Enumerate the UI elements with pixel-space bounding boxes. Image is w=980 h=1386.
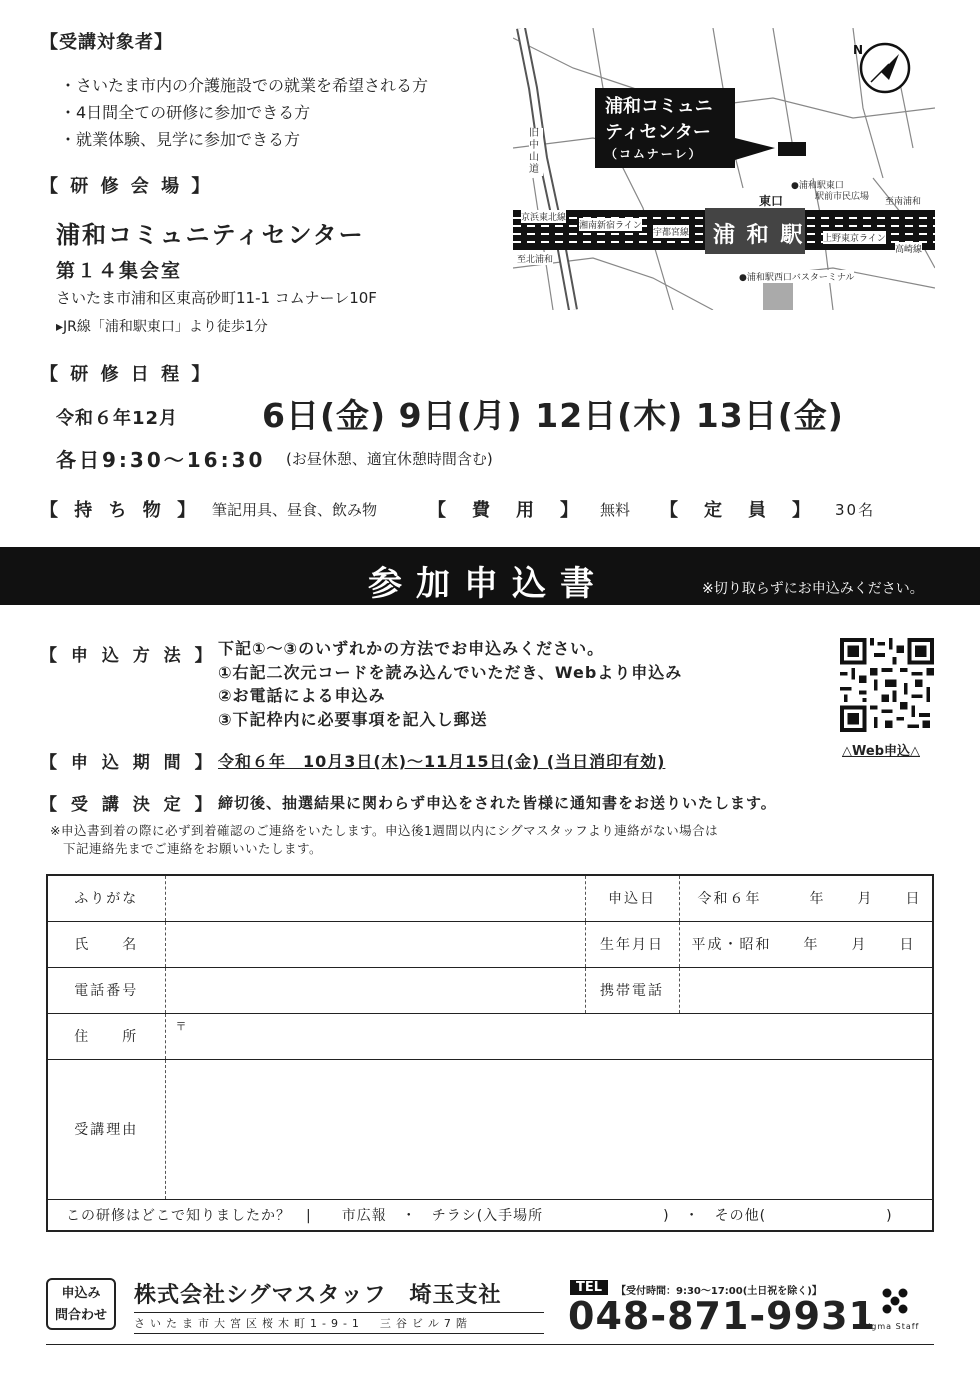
tel-label-badge: TEL xyxy=(570,1280,608,1295)
method-line: 下記①～③のいずれかの方法でお申込みください。 xyxy=(218,639,605,658)
application-form xyxy=(46,874,934,1232)
period-value: 令和６年 10月3日(木)～11月15日(金) (当日消印有効) xyxy=(218,752,666,771)
method-line: ①右記二次元コードを読み込んでいただき、Webより申込み xyxy=(218,662,683,682)
map-keihin: 京浜東北線 xyxy=(521,210,566,223)
capacity-value: 30名 xyxy=(835,501,876,519)
tel-label: 電話番号 xyxy=(47,967,165,1013)
sigma-logo-mark xyxy=(880,1286,910,1316)
period-label: 【 申 込 期 間 】 xyxy=(40,753,216,773)
schedule-month: 令和６年12月 xyxy=(56,408,179,429)
bring-label: 【 持 ち 物 】 xyxy=(40,500,201,521)
furigana-label: ふりがな xyxy=(47,875,165,921)
map-street: 旧中山道 xyxy=(529,128,543,176)
inquiry-box-line: 問合わせ xyxy=(54,1308,107,1323)
venue-name: 浦和コミュニティセンター xyxy=(56,221,365,249)
address-label: 住 所 xyxy=(47,1013,165,1059)
svg-text:N: N xyxy=(853,43,864,57)
address-field[interactable]: 〒 xyxy=(165,1013,933,1059)
map-callout-line: 浦和コミュニ xyxy=(605,96,713,117)
decision-value: 締切後、抽選結果に関わらず申込をされた皆様に通知書をお送りいたします。 xyxy=(218,794,777,812)
method-label: 【 申 込 方 法 】 xyxy=(40,646,216,666)
form-row-address xyxy=(47,1013,933,1059)
map-takasaki: 高崎線 xyxy=(895,242,922,255)
name-field[interactable] xyxy=(165,921,585,967)
contact-note-line: 下記連絡先までご連絡をお願いいたします。 xyxy=(50,841,323,856)
method-line: ②お電話による申込み xyxy=(218,686,386,705)
access-map xyxy=(513,28,935,310)
map-callout-line: （コムナーレ） xyxy=(605,147,703,161)
map-plaza: ●浦和駅東口 xyxy=(791,181,844,191)
map-drawing xyxy=(513,28,935,310)
target-item: ・就業体験、見学に参加できる方 xyxy=(60,130,301,149)
schedule-heading: 【 研 修 日 程 】 xyxy=(40,364,213,385)
fee-value: 無料 xyxy=(600,501,631,519)
banner-note: ※切り取らずにお申込みください。 xyxy=(702,581,924,597)
sigma-logo-text: Sigma Staff xyxy=(862,1322,920,1331)
venue-heading: 【 研 修 会 場 】 xyxy=(40,176,213,197)
inquiry-box xyxy=(46,1278,116,1330)
contact-note-line: ※申込書到着の際に必ず到着確認のご連絡をいたします。申込後1週間以内にシグマスタッフより連絡がない場合は xyxy=(50,823,719,838)
mobile-field[interactable] xyxy=(679,967,933,1013)
tel-field[interactable] xyxy=(165,967,585,1013)
furigana-field[interactable] xyxy=(165,875,585,921)
qr-code-image xyxy=(840,638,934,732)
map-east-exit: 東口 xyxy=(759,194,784,208)
footer-divider xyxy=(46,1344,934,1345)
map-shonan: 湘南新宿ライン xyxy=(579,218,642,231)
form-row-tel xyxy=(47,967,933,1013)
source-field[interactable]: この研修はどこで知りましたか？ | 市広報 ・ チラシ(入手場所 ) ・ その他( ) xyxy=(66,1207,893,1224)
form-row-name xyxy=(47,921,933,967)
form-row-source xyxy=(47,1199,933,1231)
map-callout-line: ティセンター xyxy=(605,122,711,143)
birth-label: 生年月日 xyxy=(585,921,679,967)
reason-field[interactable] xyxy=(165,1059,933,1199)
map-plaza2: 駅前市民広場 xyxy=(815,192,870,202)
schedule-time-note: (お昼休憩、適宜休憩時間含む) xyxy=(286,450,493,468)
map-bus: ●浦和駅西口バスターミナル xyxy=(739,270,854,283)
map-to-minami: 至南浦和 xyxy=(885,197,922,207)
birth-field[interactable]: 平成・昭和 年 月 日 xyxy=(679,921,933,967)
form-row-furigana xyxy=(47,875,933,921)
qr-code[interactable] xyxy=(840,638,934,732)
reason-label: 受講理由 xyxy=(47,1059,165,1199)
banner-title: 参加申込書 xyxy=(368,564,608,604)
map-station: 浦 和 駅 xyxy=(713,223,805,248)
target-item: ・4日間全ての研修に参加できる方 xyxy=(60,103,311,122)
apply-date-label: 申込日 xyxy=(585,875,679,921)
venue-access: ▸JR線「浦和駅東口」より徒歩1分 xyxy=(56,319,268,335)
tel-hours: 【受付時間：9:30～17:00(土日祝を除く)】 xyxy=(616,1286,822,1297)
schedule-dates: 6日(金) 9日(月) 12日(木) 13日(金) xyxy=(262,396,844,435)
tel-number[interactable]: 048-871-9931 xyxy=(568,1294,876,1338)
qr-caption: △Web申込△ xyxy=(842,744,920,759)
target-list xyxy=(60,72,428,153)
target-item: ・さいたま市内の介護施設での就業を希望される方 xyxy=(60,76,429,95)
method-line: ③下記枠内に必要事項を記入し郵送 xyxy=(218,709,488,729)
map-callout xyxy=(605,94,713,162)
company-name: 株式会社シグマスタッフ 埼玉支社 xyxy=(134,1283,502,1308)
contact-note xyxy=(50,822,718,858)
method-lines xyxy=(218,637,682,731)
fee-label: 【 費 用 】 xyxy=(428,500,582,521)
target-heading: 【受講対象者】 xyxy=(40,32,173,53)
form-row-reason xyxy=(47,1059,933,1199)
map-to-kita: 至北浦和 xyxy=(517,252,553,265)
decision-label: 【 受 講 決 定 】 xyxy=(40,795,216,815)
apply-date-field[interactable]: 令和６年 年 月 日 xyxy=(679,875,933,921)
bring-value: 筆記用具、昼食、飲み物 xyxy=(212,501,378,519)
venue-room: 第１４集会室 xyxy=(56,260,183,282)
schedule-time: 各日9:30～16:30 xyxy=(56,448,266,472)
mobile-label: 携帯電話 xyxy=(585,967,679,1013)
map-utsunomiya: 宇都宮線 xyxy=(653,225,689,238)
venue-address: さいたま市浦和区東高砂町11-1 コムナーレ10F xyxy=(56,289,377,307)
map-ueno: 上野東京ライン xyxy=(823,231,886,244)
company-address: さいたま市大宮区桜木町1-9-1 三谷ビル7階 xyxy=(134,1312,544,1334)
name-label: 氏 名 xyxy=(47,921,165,967)
sigma-logo-icon xyxy=(880,1286,910,1316)
capacity-label: 【 定 員 】 xyxy=(660,500,814,521)
inquiry-box-line: 申込み xyxy=(61,1286,101,1301)
